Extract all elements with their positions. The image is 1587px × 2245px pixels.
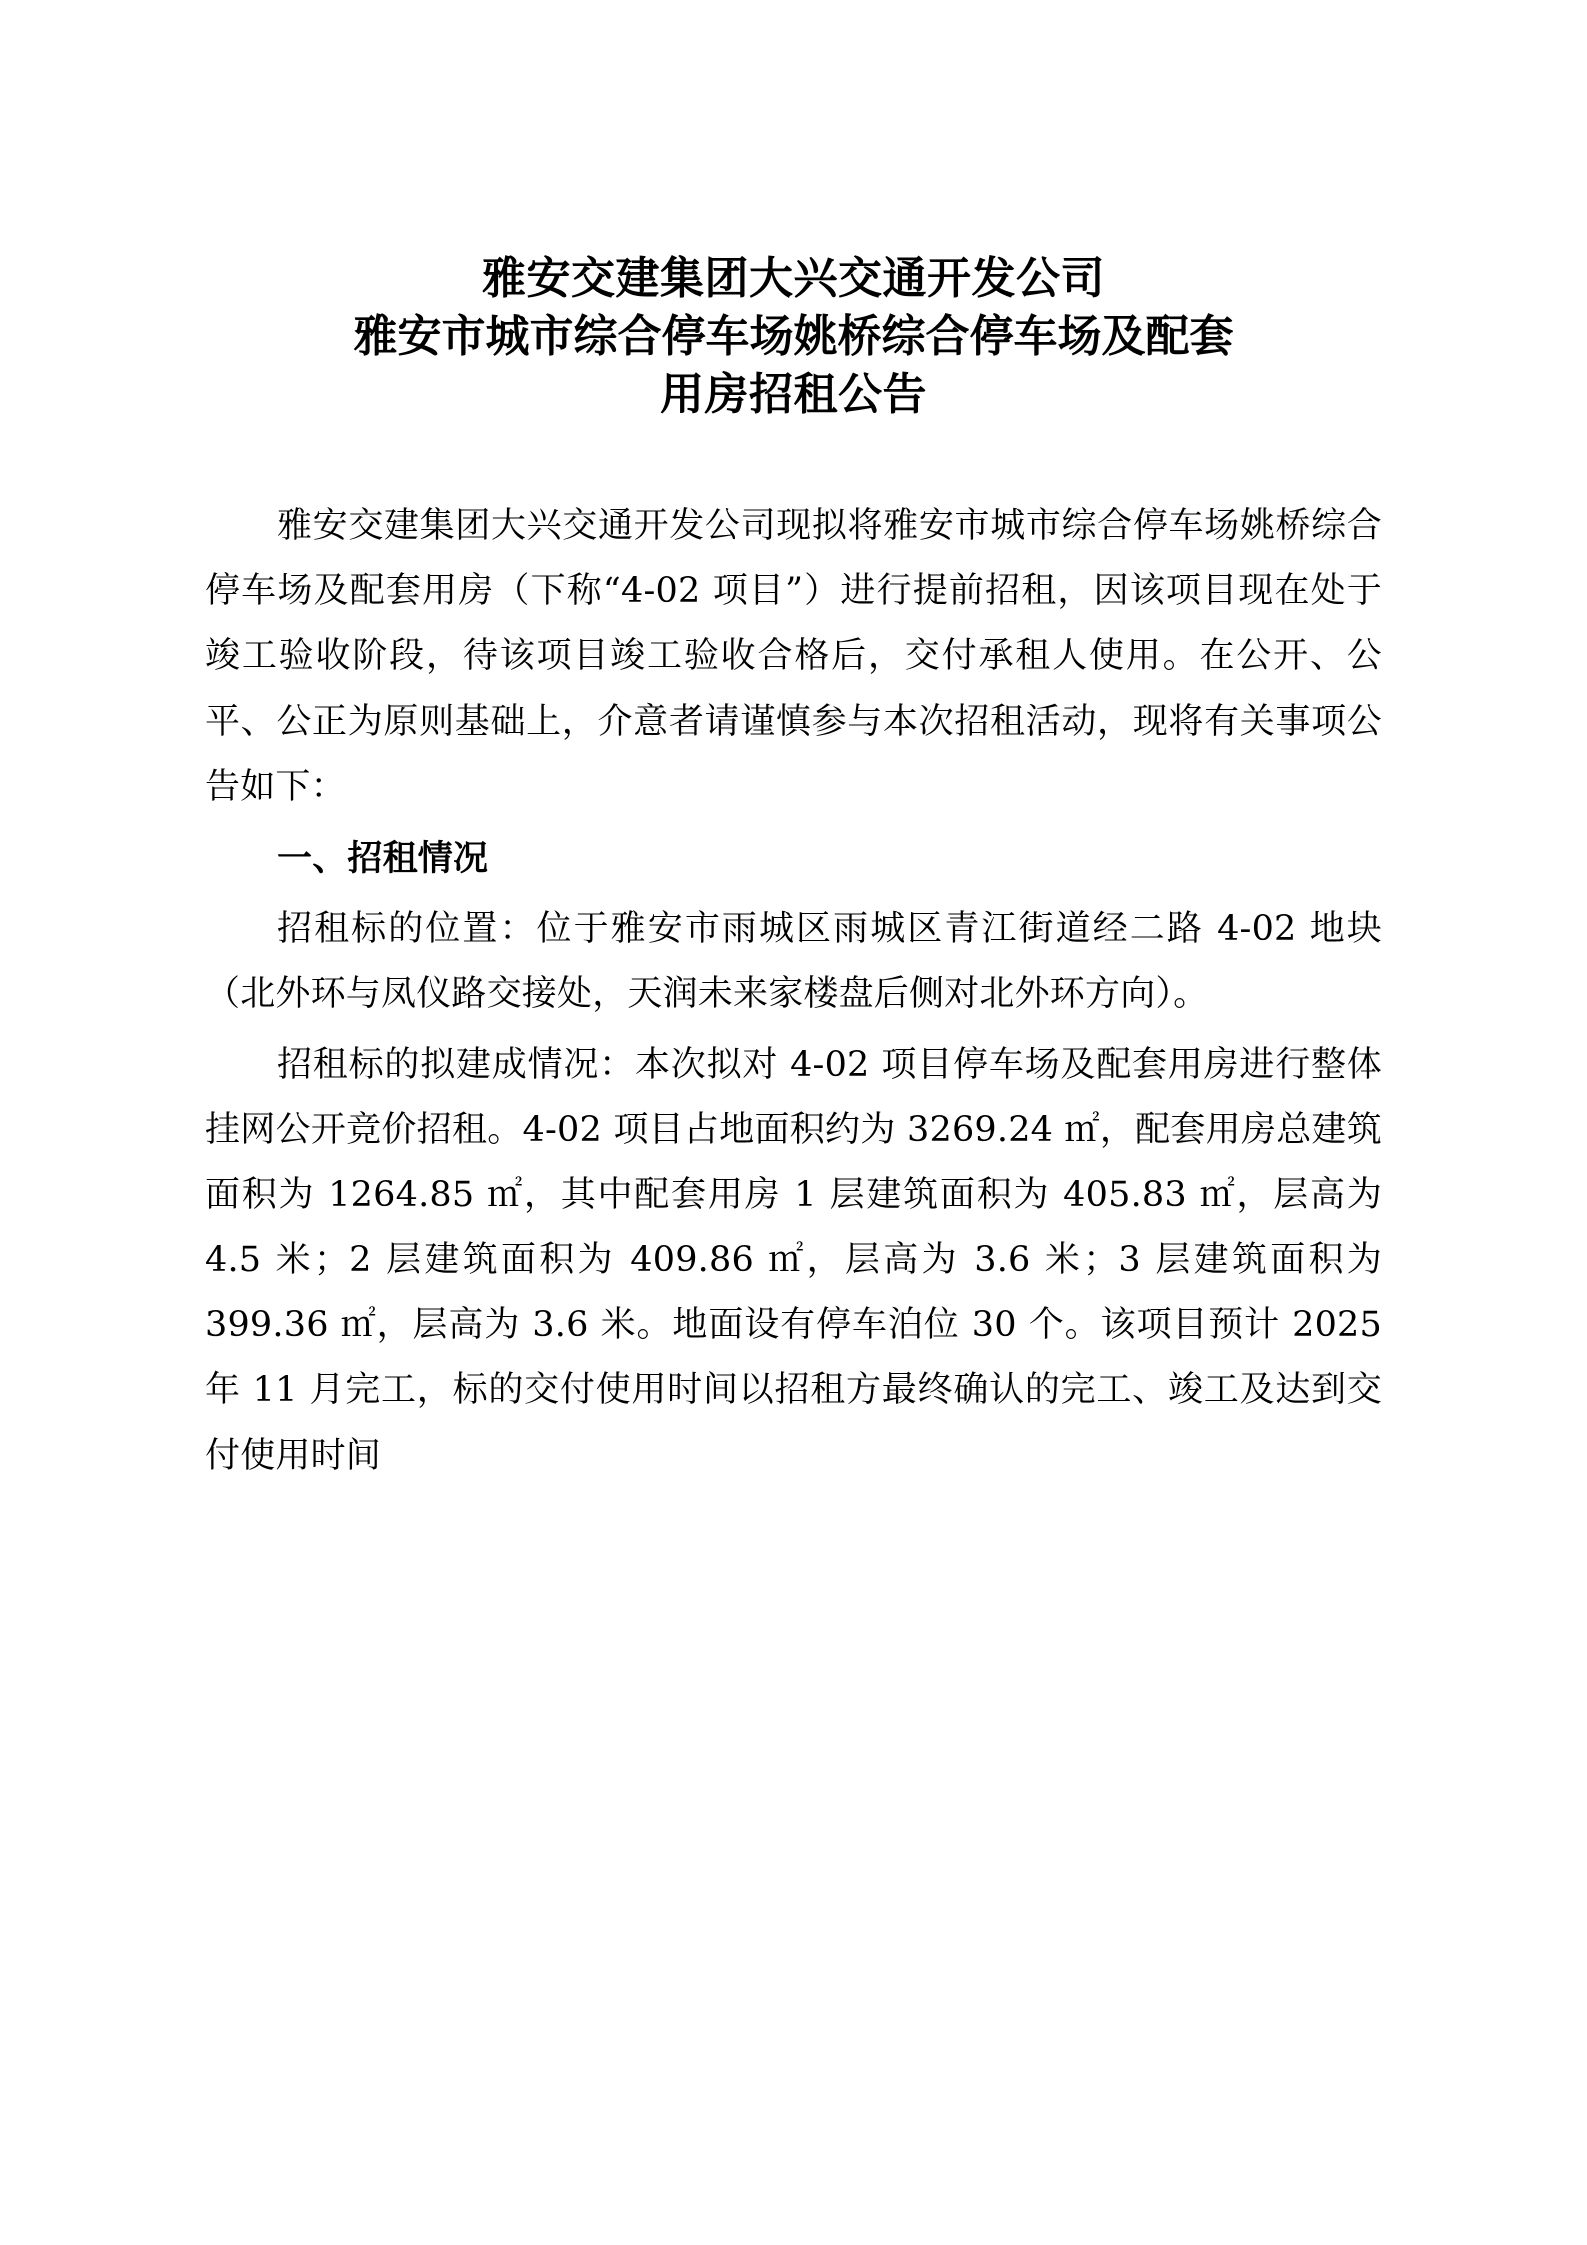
page-title [205,250,1382,424]
title-line-2: 雅安市城市综合停车场姚桥综合停车场及配套 [353,311,1234,363]
intro-paragraph: 雅安交建集团大兴交通开发公司现拟将雅安市城市综合停车场姚桥综合停车场及配套用房（下称“4-02 项目”）进行提前招租，因该项目现在处于竣工验收阶段，待该项目竣工验收合格后，交付承租人使用。在公开、公平、公正为原则基础上，介意者请谨慎参与本次招租活动，现将有关事项公告如下： [205,506,1382,807]
title-line-3: 用房招租公告 [660,369,927,421]
paragraph-location: 招租标的位置：位于雅安市雨城区雨城区青江街道经二路 4-02 地块（北外环与凤仪路交接处，天润未来家楼盘后侧对北外环方向）。 [205,908,1382,1014]
title-line-1: 雅安交建集团大兴交通开发公司 [482,253,1105,304]
paragraph-construction: 招租标的拟建成情况：本次拟对 4-02 项目停车场及配套用房进行整体挂网公开竞价招租。4-02 项目占地面积约为 3269.24 ㎡，配套用房总建筑面积为 1264.85 ㎡，其中配套用房 1 层建筑面积为 405.83 ㎡，层高为 4.5 米；2 层建筑面积为 409.86 ㎡，层高为 3.6 米；3 层建筑面积为 399.36 ㎡，层高为 3.6 米。地面设有停车泊位 30 个。该项目预计 2025 年 11 月完工，标的交付使用时间以招租方最终确认的完工、竣工及达到交付使用时间 [205,1044,1382,1476]
section-heading-rental-overview: 一、招租情况 [277,837,489,879]
